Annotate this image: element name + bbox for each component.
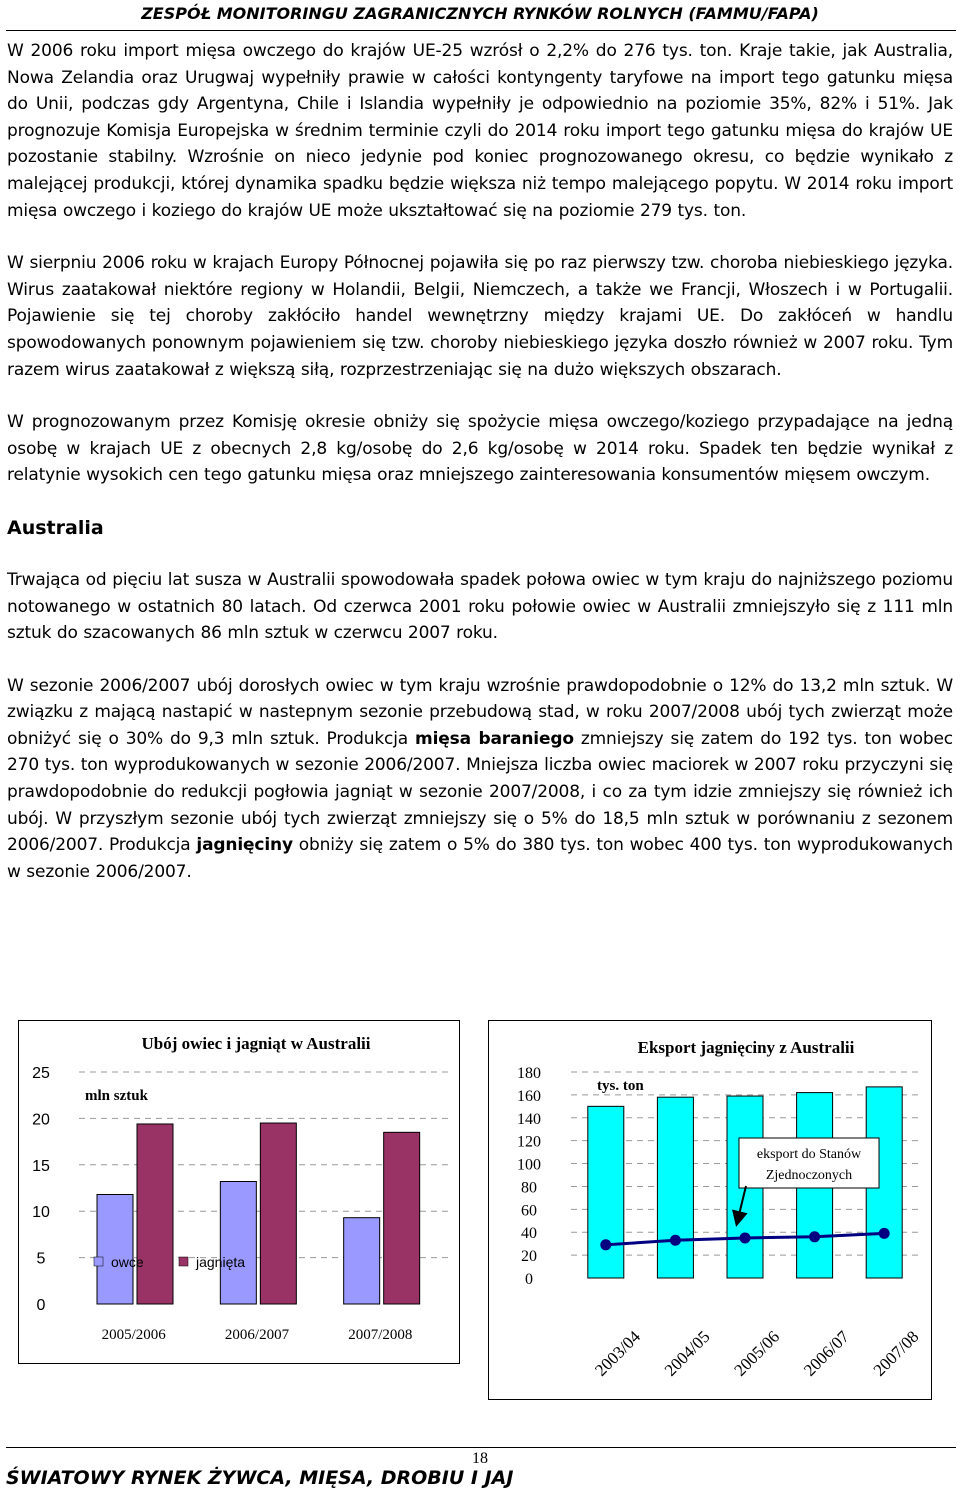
x-tick-label: 2007/08	[869, 1326, 923, 1380]
y-axis-label: mln sztuk	[85, 1088, 148, 1104]
y-tick-label: 10	[32, 1204, 50, 1222]
footer-title: ŚWIATOWY RYNEK ŻYWCA, MIĘSA, DROBIU I JAJ	[6, 1467, 514, 1489]
page-header: ZESPÓŁ MONITORINGU ZAGRANICZNYCH RYNKÓW ROLNYCH (FAMMU/FAPA)	[141, 4, 819, 23]
y-tick-label: 20	[32, 1111, 50, 1129]
chart-slaughter-svg	[19, 1021, 459, 1363]
legend-label-jagnięta: jagnięta	[196, 1254, 246, 1270]
y-tick-label: 120	[517, 1133, 541, 1151]
line-point	[879, 1228, 890, 1239]
body-text	[7, 38, 953, 911]
bar-owce	[344, 1218, 380, 1304]
bold-lamb: jagnięciny	[196, 835, 293, 856]
paragraph-import: W 2006 roku import mięsa owczego do krajów UE-25 wzrósł o 2,2% do 276 tys. ton. Kraje takie, jak Australia, Nowa Zelandia oraz Urugwaj wypełniły prawie w całości kontyngenty taryfowe na import tego gatunku mięsa do Unii, podczas gdy Argentyna, Chile i Islandia wypełniły je odpowiednio na poziomie 35%, 82% i 51%. Jak prognozuje Komisja Europejska w średnim terminie czyli do 2014 roku import tego gatunku mięsa do krajów UE pozostanie stabilny. Wzrośnie on nieco jedynie pod koniec prognozowanego okresu, co będzie wynikało z malejącej produkcji, której dynamika spadku będzie większa niż tempo malejącego popytu. W 2014 roku import mięsa owczego i koziego do krajów UE może ukształtować się na poziomie 279 tys. ton.	[7, 41, 953, 221]
legend-label-owce: owce	[111, 1254, 144, 1270]
y-tick-label: 25	[32, 1065, 50, 1082]
bar-jagnięta	[260, 1123, 296, 1304]
chart-slaughter	[18, 1020, 460, 1364]
annotation-label: eksport do Stanów	[756, 1147, 862, 1162]
legend-swatch-jagnięta	[179, 1257, 188, 1266]
x-tick-label: 2003/04	[591, 1326, 645, 1380]
y-tick-label: 20	[521, 1248, 537, 1266]
paragraph-slaughter: W sezonie 2006/2007 ubój dorosłych owiec w tym kraju wzrośnie prawdopodobnie o 12% do 13,2 mln sztuk. W związku z mającą nastapić w nastepnym sezonie przebudową stad, w roku 2007/2008 ubój tych zwierząt może obniżyć się o 30% do 9,3 mln sztuk. Produkcja mięsa baraniego zmniejszy się zatem do 192 tys. ton wobec 270 tys. ton wyprodukowanych w sezonie 2006/2007. Mniejsza liczba owiec maciorek w 2007 roku przyczyni się prawdopodobnie do redukcji pogłowia jagniąt w sezonie 2007/2008, i co za tym idzie zmniejszy się również ich ubój. W przyszłym sezonie ubój tych zwierząt zmniejszy się o 5% do 18,5 mln sztuk w porównaniu z sezonem 2006/2007. Produkcja jagnięciny obniży się zatem o 5% do 380 tys. ton wobec 400 tys. ton wyprodukowanych w sezonie 2006/2007.	[7, 675, 953, 882]
x-tick-label: 2007/2008	[348, 1327, 413, 1343]
bar-owce	[97, 1194, 133, 1304]
header-rule	[6, 30, 956, 31]
section-heading: Australia	[7, 516, 104, 539]
x-tick-label: 2005/06	[730, 1326, 784, 1380]
y-tick-label: 180	[517, 1065, 541, 1082]
bold-mutton: mięsa baraniego	[415, 728, 574, 749]
line-point	[600, 1239, 611, 1250]
y-axis-label: tys. ton	[597, 1078, 644, 1094]
paragraph-drought: Trwająca od pięciu lat susza w Australii spowodowała spadek połowa owiec w tym kraju do najniższego poziomu notowanego w ostatnich 80 latach. Od czerwca 2001 roku połowie owiec w Australii zmniejszyło się z 111 mln sztuk do szacowanych 86 mln sztuk w czerwcu 2007 roku.	[7, 569, 953, 644]
y-tick-label: 160	[517, 1087, 541, 1105]
chart-export	[488, 1020, 932, 1400]
y-tick-label: 0	[36, 1297, 46, 1314]
y-tick-label: 140	[517, 1110, 541, 1128]
bar-jagnięta	[384, 1132, 420, 1304]
line-point	[740, 1232, 751, 1243]
x-tick-label: 2006/07	[799, 1326, 853, 1380]
chart-title: Eksport jagnięciny z Australii	[637, 1038, 855, 1057]
y-tick-label: 100	[517, 1156, 541, 1174]
y-tick-label: 5	[36, 1250, 46, 1268]
chart-title: Ubój owiec i jagniąt w Australii	[141, 1034, 371, 1053]
bar-owce	[220, 1182, 256, 1304]
line-point	[809, 1231, 820, 1242]
chart-export-svg	[489, 1021, 931, 1399]
line-point	[670, 1235, 681, 1246]
y-tick-label: 60	[521, 1202, 537, 1220]
page-number: 18	[472, 1450, 488, 1467]
y-tick-label: 40	[521, 1225, 537, 1243]
paragraph-consumption: W prognozowanym przez Komisję okresie obniży się spożycie mięsa owczego/koziego przypadające na jedną osobę w krajach UE z obecnych 2,8 kg/osobę do 2,6 kg/osobę w 2014 roku. Spadek ten będzie wynikał z relatynie wysokich cen tego gatunku mięsa oraz mniejszego zainteresowania konsumentów mięsem owczym.	[7, 412, 953, 486]
x-tick-label: 2005/2006	[101, 1327, 166, 1343]
annotation-label: Zjednoczonych	[765, 1168, 853, 1183]
bar-jagnięta	[137, 1124, 173, 1304]
bar-export	[657, 1097, 693, 1278]
y-tick-label: 0	[525, 1271, 533, 1288]
y-tick-label: 80	[521, 1179, 537, 1197]
legend-swatch-owce	[94, 1257, 103, 1266]
y-tick-label: 15	[32, 1157, 50, 1175]
x-tick-label: 2006/2007	[224, 1327, 290, 1343]
x-tick-label: 2004/05	[660, 1326, 714, 1380]
bar-export	[588, 1106, 624, 1278]
paragraph-bluetongue: W sierpniu 2006 roku w krajach Europy Północnej pojawiła się po raz pierwszy tzw. choroba niebieskiego języka. Wirus zaatakował niektóre regiony w Holandii, Belgii, Niemczech, a także we Francji, Włoszech i w Portugalii. Pojawienie się tej choroby zakłóciło handel wewnętrzny między krajami UE. Do zakłóceń w handlu spowodowanych ponownym pojawieniem się tzw. choroby niebieskiego języka doszło również w 2007 roku. Tym razem wirus zaatakował z większą siłą, rozprzestrzeniając się na dużo większych obszarach.	[7, 253, 953, 380]
footer-rule	[6, 1447, 956, 1448]
